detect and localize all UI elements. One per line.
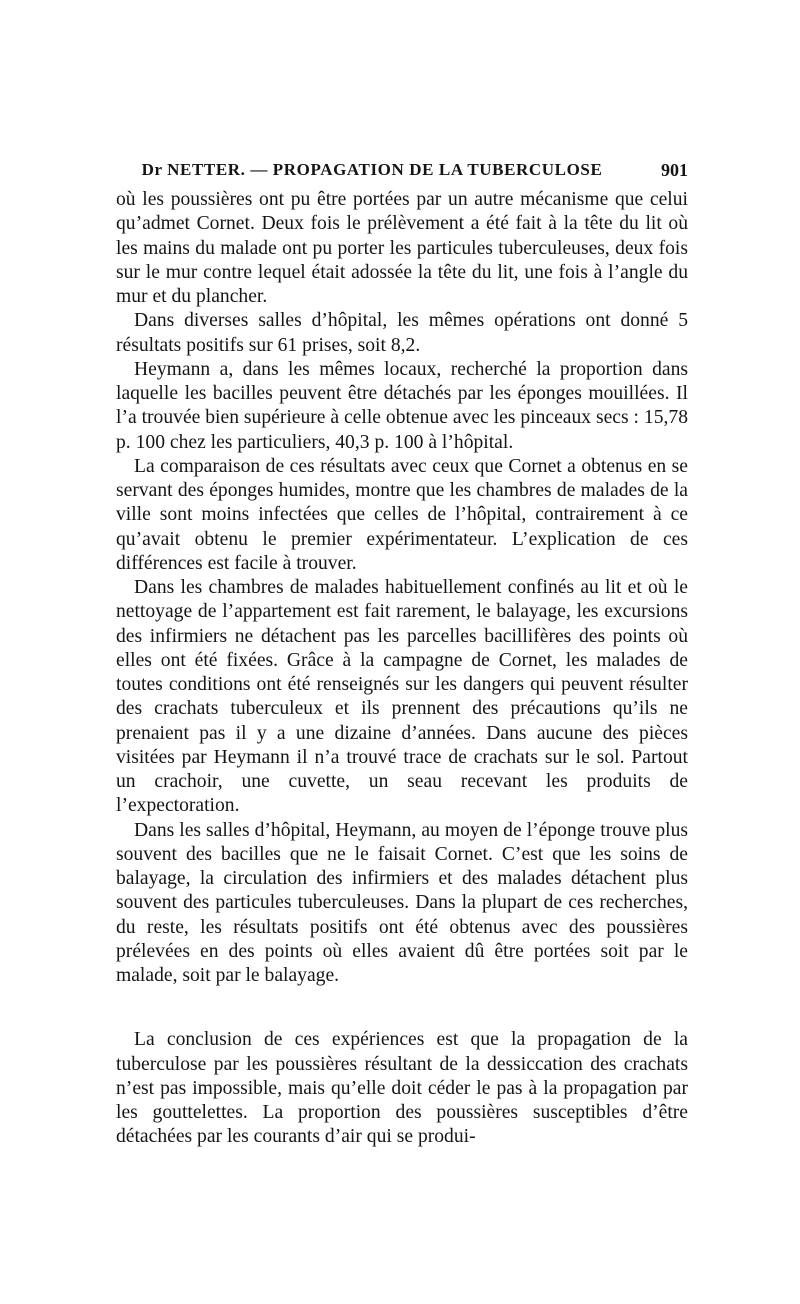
paragraph-patient-rooms: Dans les chambres de malades habituellement confinés au lit et où le nettoyage de l’appartement est fait rarement, le balayage, les excursions des infirmiers ne détachent pas les parcelles bacillifères des points où elles ont été fixées. Grâce à la campagne de Cornet, les malades de toutes conditions ont été renseignés sur les dangers qui peuvent résulter des crachats tuberculeux et ils prennent des précautions qu’ils ne prenaient pas il y a une dizaine d’années. Dans aucune des pièces visitées par Heymann il n’a trouvé trace de crachats sur le sol. Partout un crachoir, une cuvette, un seau recevant les produits de l’expectoration. — [116, 577, 688, 817]
paragraph-hospital-wards: Dans les salles d’hôpital, Heymann, au moyen de l’éponge trouve plus souvent des bacilles que ne le faisait Cornet. C’est que les soins de balayage, la circulation des infirmiers et des malades détachent plus souvent des particules tuberculeuses. Dans la plupart de ces recherches, du reste, les résultats positifs ont été obtenus avec des poussières prélevées en des points où elles avaient dû être portées soit par le malade, soit par le balayage. — [116, 819, 688, 986]
paragraph-hospital-results: Dans diverses salles d’hôpital, les mêmes opérations ont donné 5 résultats positifs sur 61 prises, soit 8,2. — [116, 310, 688, 356]
paragraph-continuation: où les poussières ont pu être portées par un autre mécanisme que celui qu’admet Cornet. Deux fois le prélèvement a été fait à la tête du lit où les mains du malade ont pu porter les particules tuberculeuses, deux fois sur le mur contre lequel était adossée la tête du lit, une fois à l’angle du mur et du plancher. — [116, 189, 688, 307]
paragraph-comparison: La comparaison de ces résultats avec ceux que Cornet a obtenus en se servant des éponges humides, montre que les chambres de malades de la ville sont moins infectées que celles de l’hôpital, contrairement à ce qu’avait obtenu le premier expérimentateur. L’explication de ces différences est facile à trouver. — [116, 455, 688, 574]
running-head — [116, 160, 688, 188]
page-number: 901 — [661, 160, 688, 180]
body-text — [116, 188, 688, 1150]
paragraph-conclusion: La conclusion de ces expériences est que la propagation de la tuberculose par les poussières résultant de la dessiccation des crachats n’est pas impossible, mais qu’elle doit céder le pas à la propagation par les gouttelettes. La proportion des poussières susceptibles d’être détachées par les courants d’air qui se produi- — [116, 1029, 688, 1148]
paragraph-heymann-sponges: Heymann a, dans les mêmes locaux, recherché la proportion dans laquelle les bacilles peuvent être détachés par les éponges mouillées. Il l’a trouvée bien supérieure à celle obtenue avec les pinceaux secs : 15,78 p. 100 chez les particuliers, 40,3 p. 100 à l’hôpital. — [116, 358, 688, 453]
section-gap — [116, 988, 688, 1028]
running-title: Dr NETTER. — PROPAGATION DE LA TUBERCULOSE — [141, 160, 603, 179]
